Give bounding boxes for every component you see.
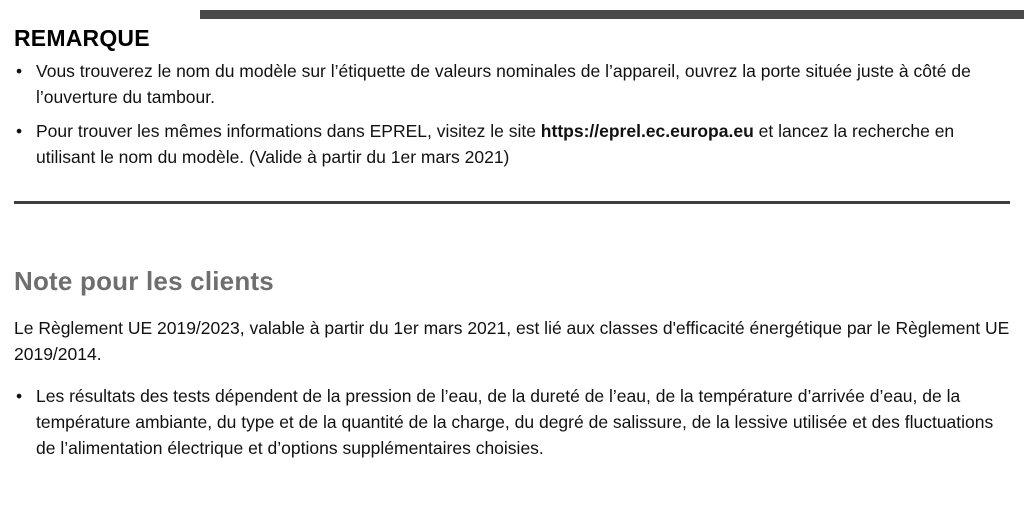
clients-paragraph: Le Règlement UE 2019/2023, valable à partir du 1er mars 2021, est lié aux classes d'efficacité énergétique par le Règlement UE 2019/2014. xyxy=(14,318,1010,364)
list-item-text: Vous trouverez le nom du modèle sur l’étiquette de valeurs nominales de l’appareil, ouvrez la porte située juste à côté de l’ouverture du tambour. xyxy=(36,61,971,107)
bullet-icon: • xyxy=(16,121,23,141)
page-title: Note pour les clients xyxy=(14,266,274,296)
bullet-icon: • xyxy=(16,61,23,81)
eprel-url-text: https://eprel.ec.europa.eu xyxy=(540,121,754,141)
list-item-text: Les résultats des tests dépendent de la pression de l’eau, de la dureté de l’eau, de la température d’arrivée d’eau, de la température ambiante, du type et de la quantité de la charge, du degré de salissure, de la lessive utilisée et des fluctuations de l’alimentation électrique et d’options supplémentaires choisies. xyxy=(36,386,994,458)
list-item-text: Pour trouver les mêmes informations dans EPREL, visitez le site xyxy=(36,121,541,141)
list-item-text-continued: et lancez la recherche en utilisant le nom du modèle. (Valide à partir du 1er mars 2021) xyxy=(36,121,955,167)
top-rule-decoration xyxy=(200,10,1024,19)
list-item xyxy=(14,118,1010,170)
remark-title: REMARQUE xyxy=(14,25,150,51)
remark-bullet-list xyxy=(14,58,1010,170)
section-divider xyxy=(14,201,1010,204)
clients-bullet-list xyxy=(14,383,1014,461)
list-item xyxy=(14,383,1014,461)
bullet-icon: • xyxy=(16,386,23,406)
clients-note-section xyxy=(14,265,1014,461)
list-item xyxy=(14,58,1010,110)
remark-note-block xyxy=(14,24,1010,170)
